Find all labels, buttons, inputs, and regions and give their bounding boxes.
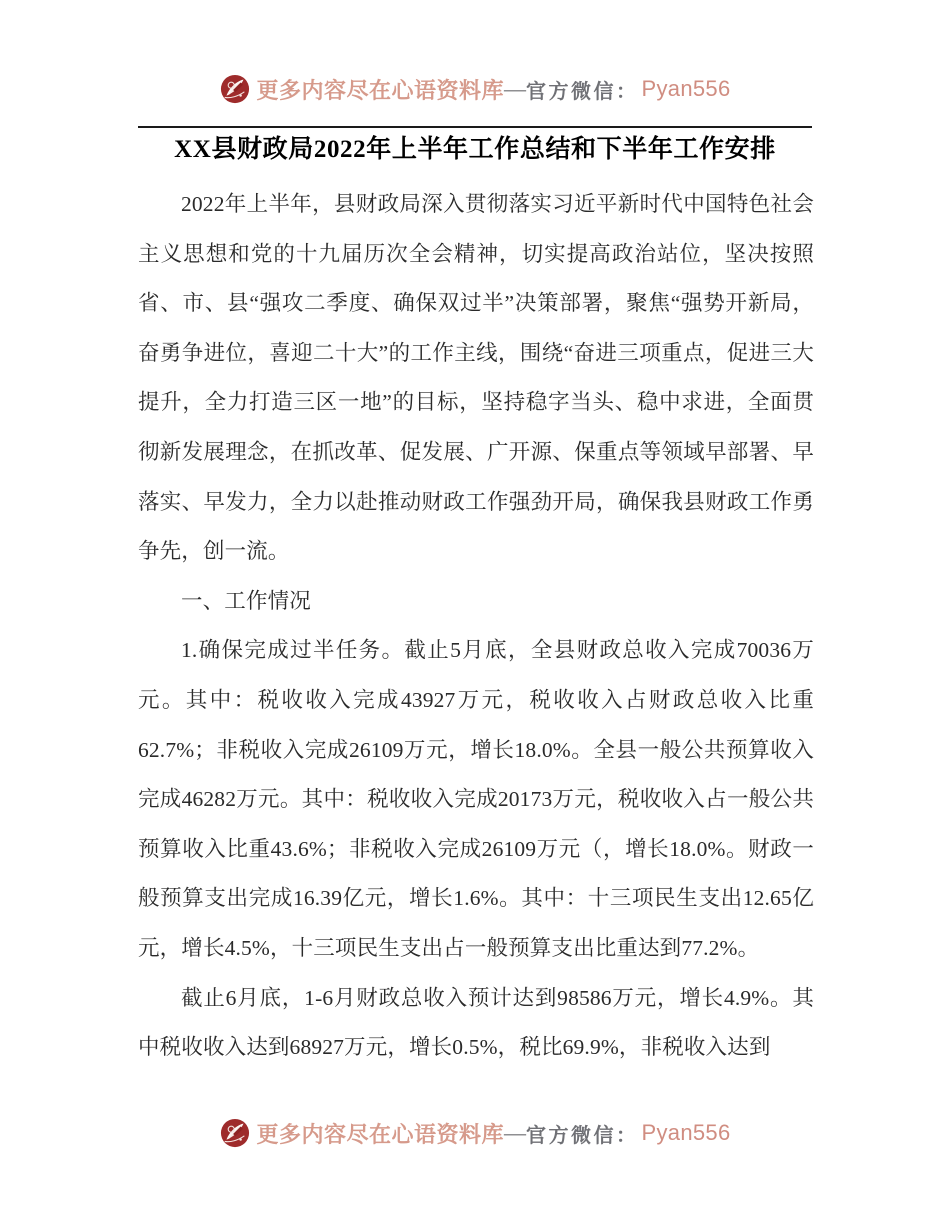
- watermark-dash: —: [504, 76, 527, 101]
- header-watermark: [0, 66, 950, 112]
- watermark-main-text: 更多内容尽在心语资料库: [256, 1121, 505, 1147]
- watermark-wechat-handle: Pyan556: [641, 76, 731, 101]
- page-title: XX县财政局2022年上半年工作总结和下半年工作安排: [174, 136, 776, 163]
- document-body: [138, 180, 814, 1073]
- paragraph: 2022年上半年，县财政局深入贯彻落实习近平新时代中国特色社会主义思想和党的十九届历次全会精神，切实提高政治站位，坚决按照省、市、县“强攻二季度、确保双过半”决策部署，聚焦“强势开新局，奋勇争进位，喜迎二十大”的工作主线，围绕“奋进三项重点，促进三大提升，全力打造三区一地”的目标，坚持稳字当头、稳中求进，全面贯彻新发展理念，在抓改革、促发展、广开源、保重点等领域早部署、早落实、早发力，全力以赴推动财政工作强劲开局，确保我县财政工作勇争先，创一流。: [138, 192, 814, 564]
- title-divider-rule: [138, 126, 812, 128]
- watermark-wechat-label: 官方微信：: [526, 80, 639, 103]
- watermark-main-text: 更多内容尽在心语资料库: [256, 77, 505, 103]
- watermark-wechat-handle: Pyan556: [641, 1120, 731, 1145]
- brush-seal-logo-icon: [220, 74, 250, 104]
- watermark-wechat-label: 官方微信：: [526, 1124, 639, 1147]
- watermark-dash: —: [504, 1120, 527, 1145]
- brush-seal-logo-icon: [220, 1118, 250, 1148]
- paragraph: 截止6月底，1-6月财政总收入预计达到98586万元，增长4.9%。其中税收收入达到68927万元，增长0.5%，税比69.9%，非税收入达到: [138, 985, 814, 1060]
- paragraph: 1.确保完成过半任务。截止5月底，全县财政总收入完成70036万元。其中：税收收入完成43927万元，税收收入占财政总收入比重62.7%；非税收入完成26109万元，增长18.0%。全县一般公共预算收入完成46282万元。其中：税收收入完成20173万元，税收收入占一般公共预算收入比重43.6%；非税收入完成26109万元（，增长18.0%。财政一般预算支出完成16.39亿元，增长1.6%。其中：十三项民生支出12.65亿元，增长4.5%，十三项民生支出占一般预算支出比重达到77.2%。: [138, 638, 814, 960]
- footer-watermark: [0, 1110, 950, 1156]
- section-heading-one: 一、工作情况: [181, 588, 311, 613]
